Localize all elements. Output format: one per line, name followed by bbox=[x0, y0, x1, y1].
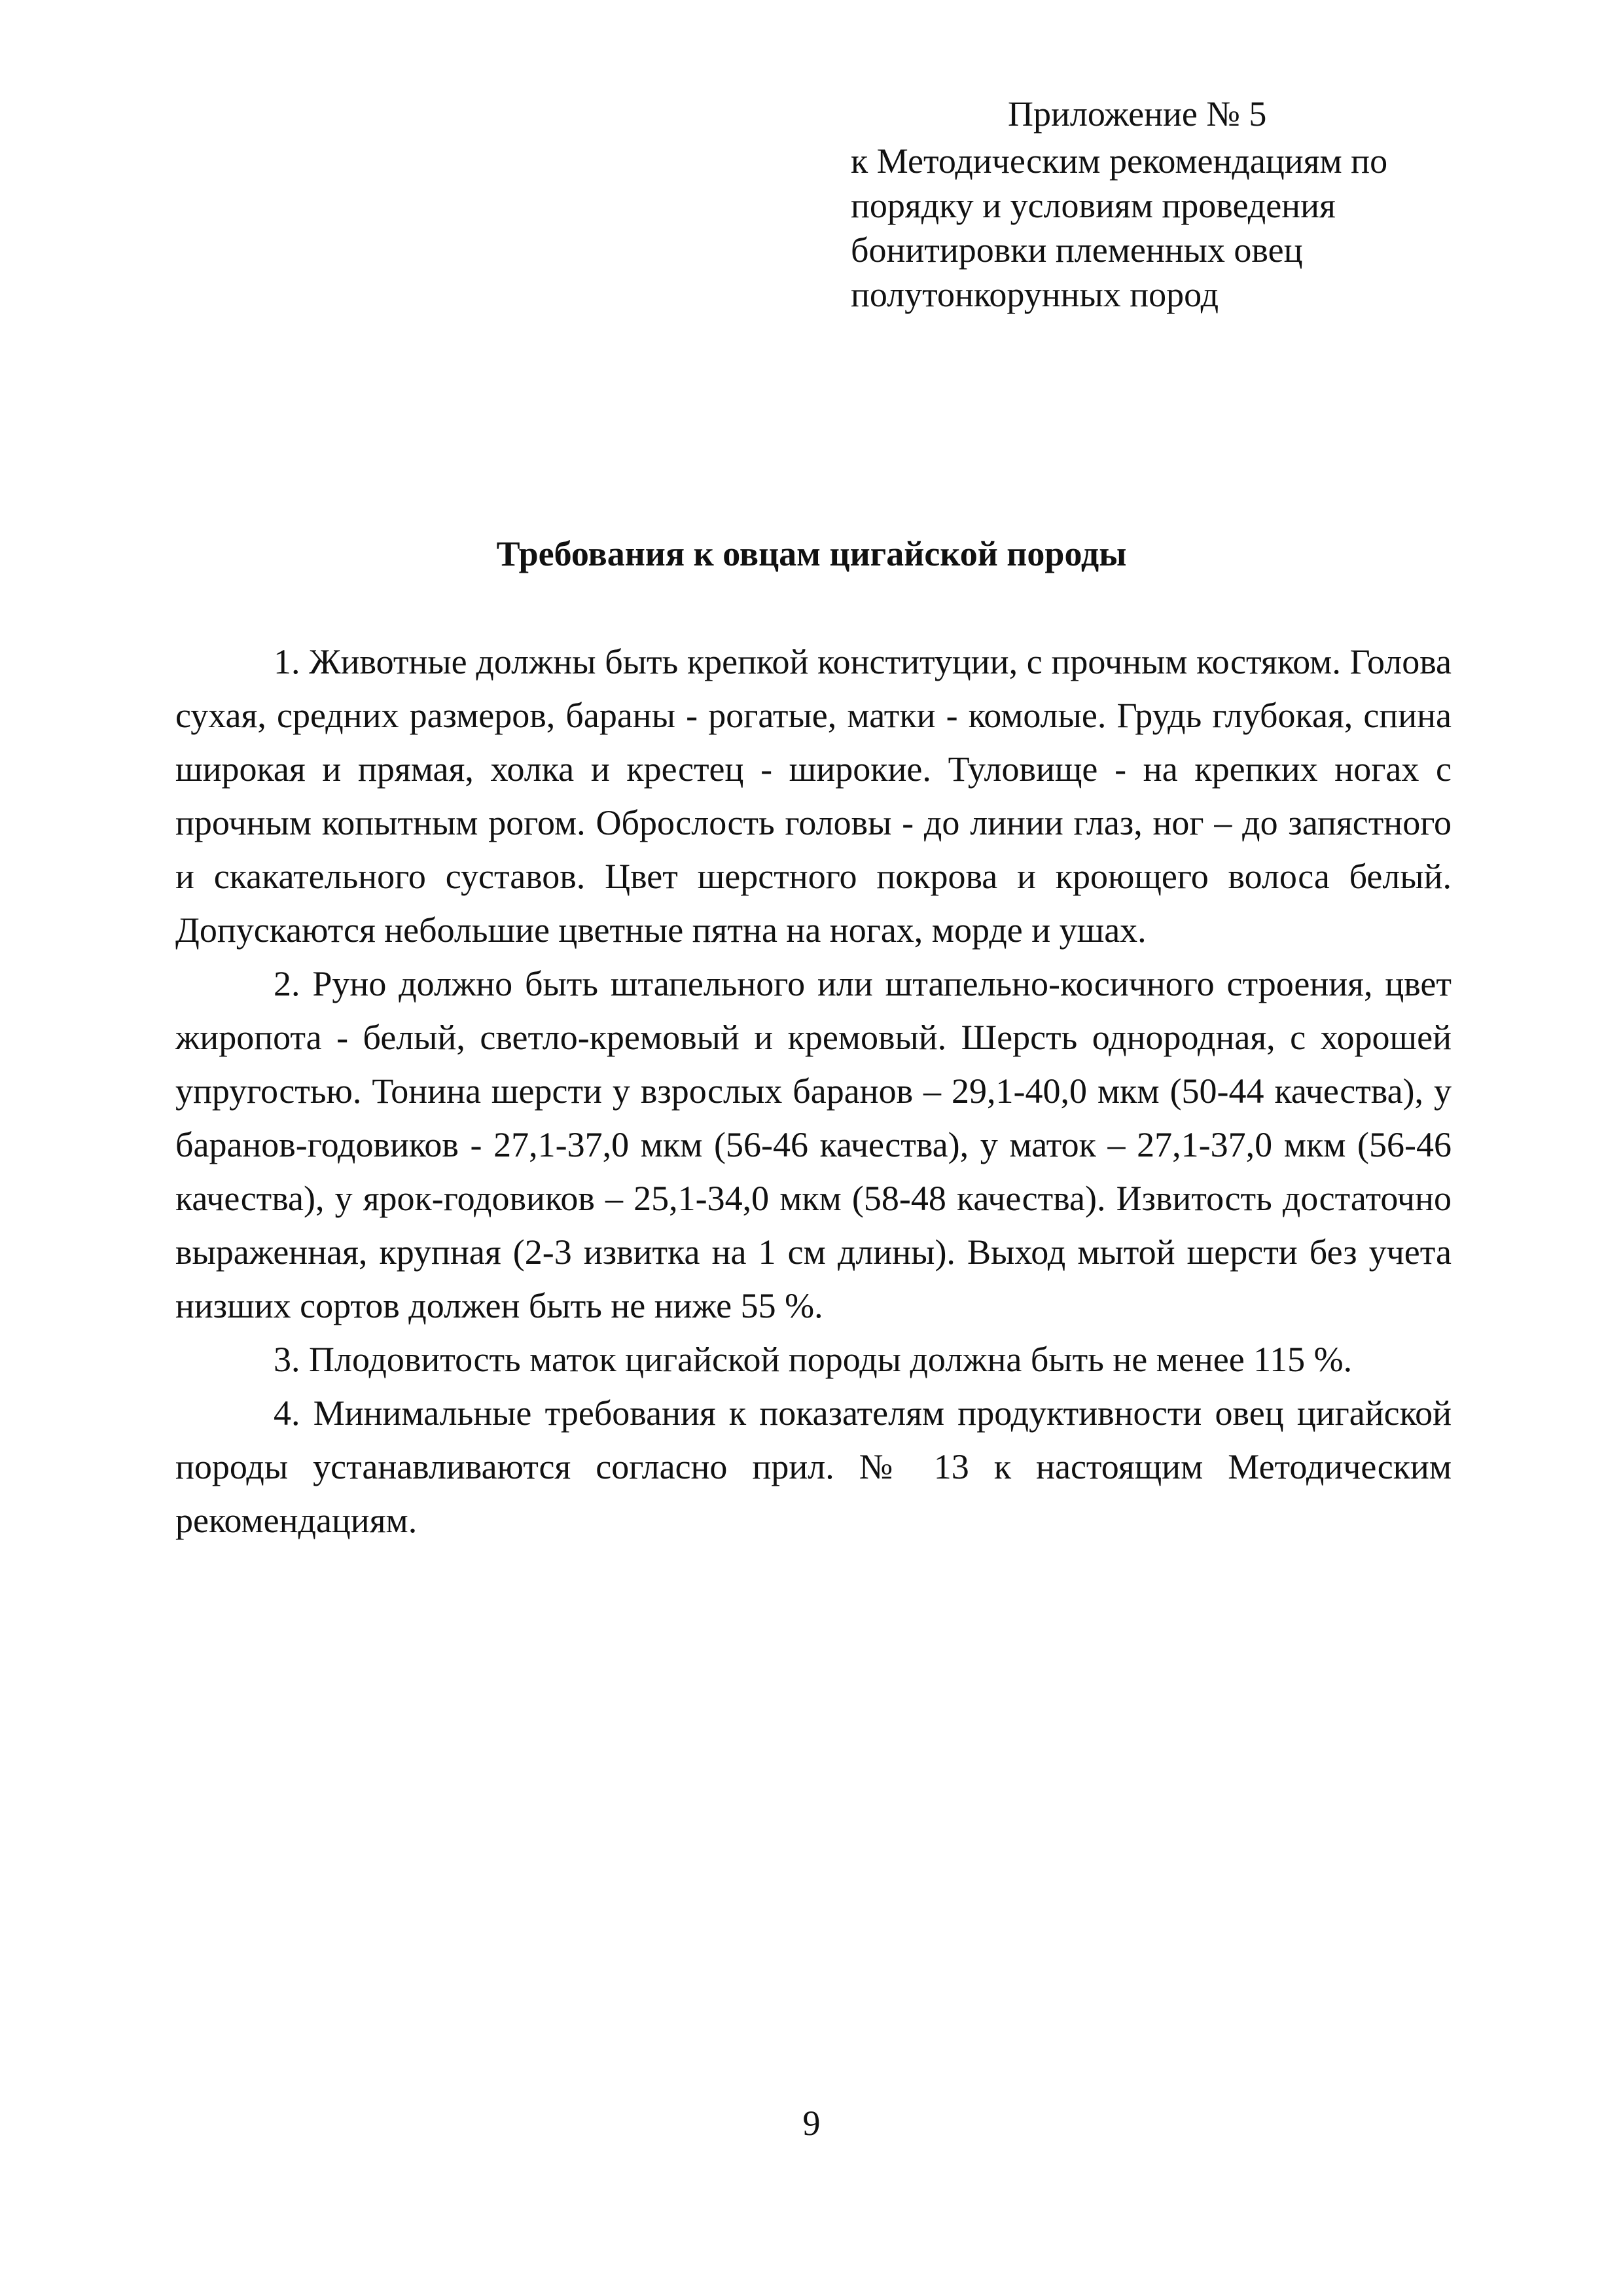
appendix-line: к Методическим рекомендациям по bbox=[851, 141, 1388, 181]
appendix-line: бонитировки племенных овец bbox=[851, 230, 1303, 270]
appendix-line: полутонкорунных пород bbox=[851, 275, 1219, 314]
paragraph-3: 3. Плодовитость маток цигайской породы должна быть не менее 115 %. bbox=[274, 1340, 1353, 1379]
appendix-line: порядку и условиям проведения bbox=[851, 186, 1336, 225]
appendix-title: Приложение № 5 bbox=[1008, 94, 1267, 134]
document-body bbox=[175, 635, 1452, 1547]
paragraph-1: 1. Животные должны быть крепкой конституции, с прочным костяком. Голова сухая, средних размеров, бараны - рогатые, матки - комолые. Грудь глубокая, спина широкая и прямая, холка и крестец - широкие. Туловище - на крепких ногах с прочным копытным рогом. Оброслость головы - до линии глаз, ног – до запястного и скакательного суставов. Цвет шерстного покрова и кроющего волоса белый. Допускаются небольшие цветные пятна на ногах, морде и ушах. bbox=[175, 642, 1452, 950]
page-number: 9 bbox=[802, 2104, 821, 2143]
paragraph-4: 4. Минимальные требования к показателям продуктивности овец цигайской породы устанавливаются согласно прил. № 13 к настоящим Методическим рекомендациям. bbox=[175, 1393, 1452, 1540]
document-title: Требования к овцам цигайской породы bbox=[496, 534, 1127, 573]
paragraph-2: 2. Руно должно быть штапельного или штапельно-косичного строения, цвет жиропота - белый, светло-кремовый и кремовый. Шерсть однородная, с хорошей упругостью. Тонина шерсти у взрослых баранов – 29,1-40,0 мкм (50-44 качества), у баранов-годовиков - 27,1-37,0 мкм (56-46 качества), у маток – 27,1-37,0 мкм (56-46 качества), у ярок-годовиков – 25,1-34,0 мкм (58-48 качества). Извитость достаточно выраженная, крупная (2-3 извитка на 1 см длины). Выход мытой шерсти без учета низших сортов должен быть не ниже 55 %. bbox=[175, 964, 1452, 1325]
appendix-header bbox=[851, 92, 1505, 317]
